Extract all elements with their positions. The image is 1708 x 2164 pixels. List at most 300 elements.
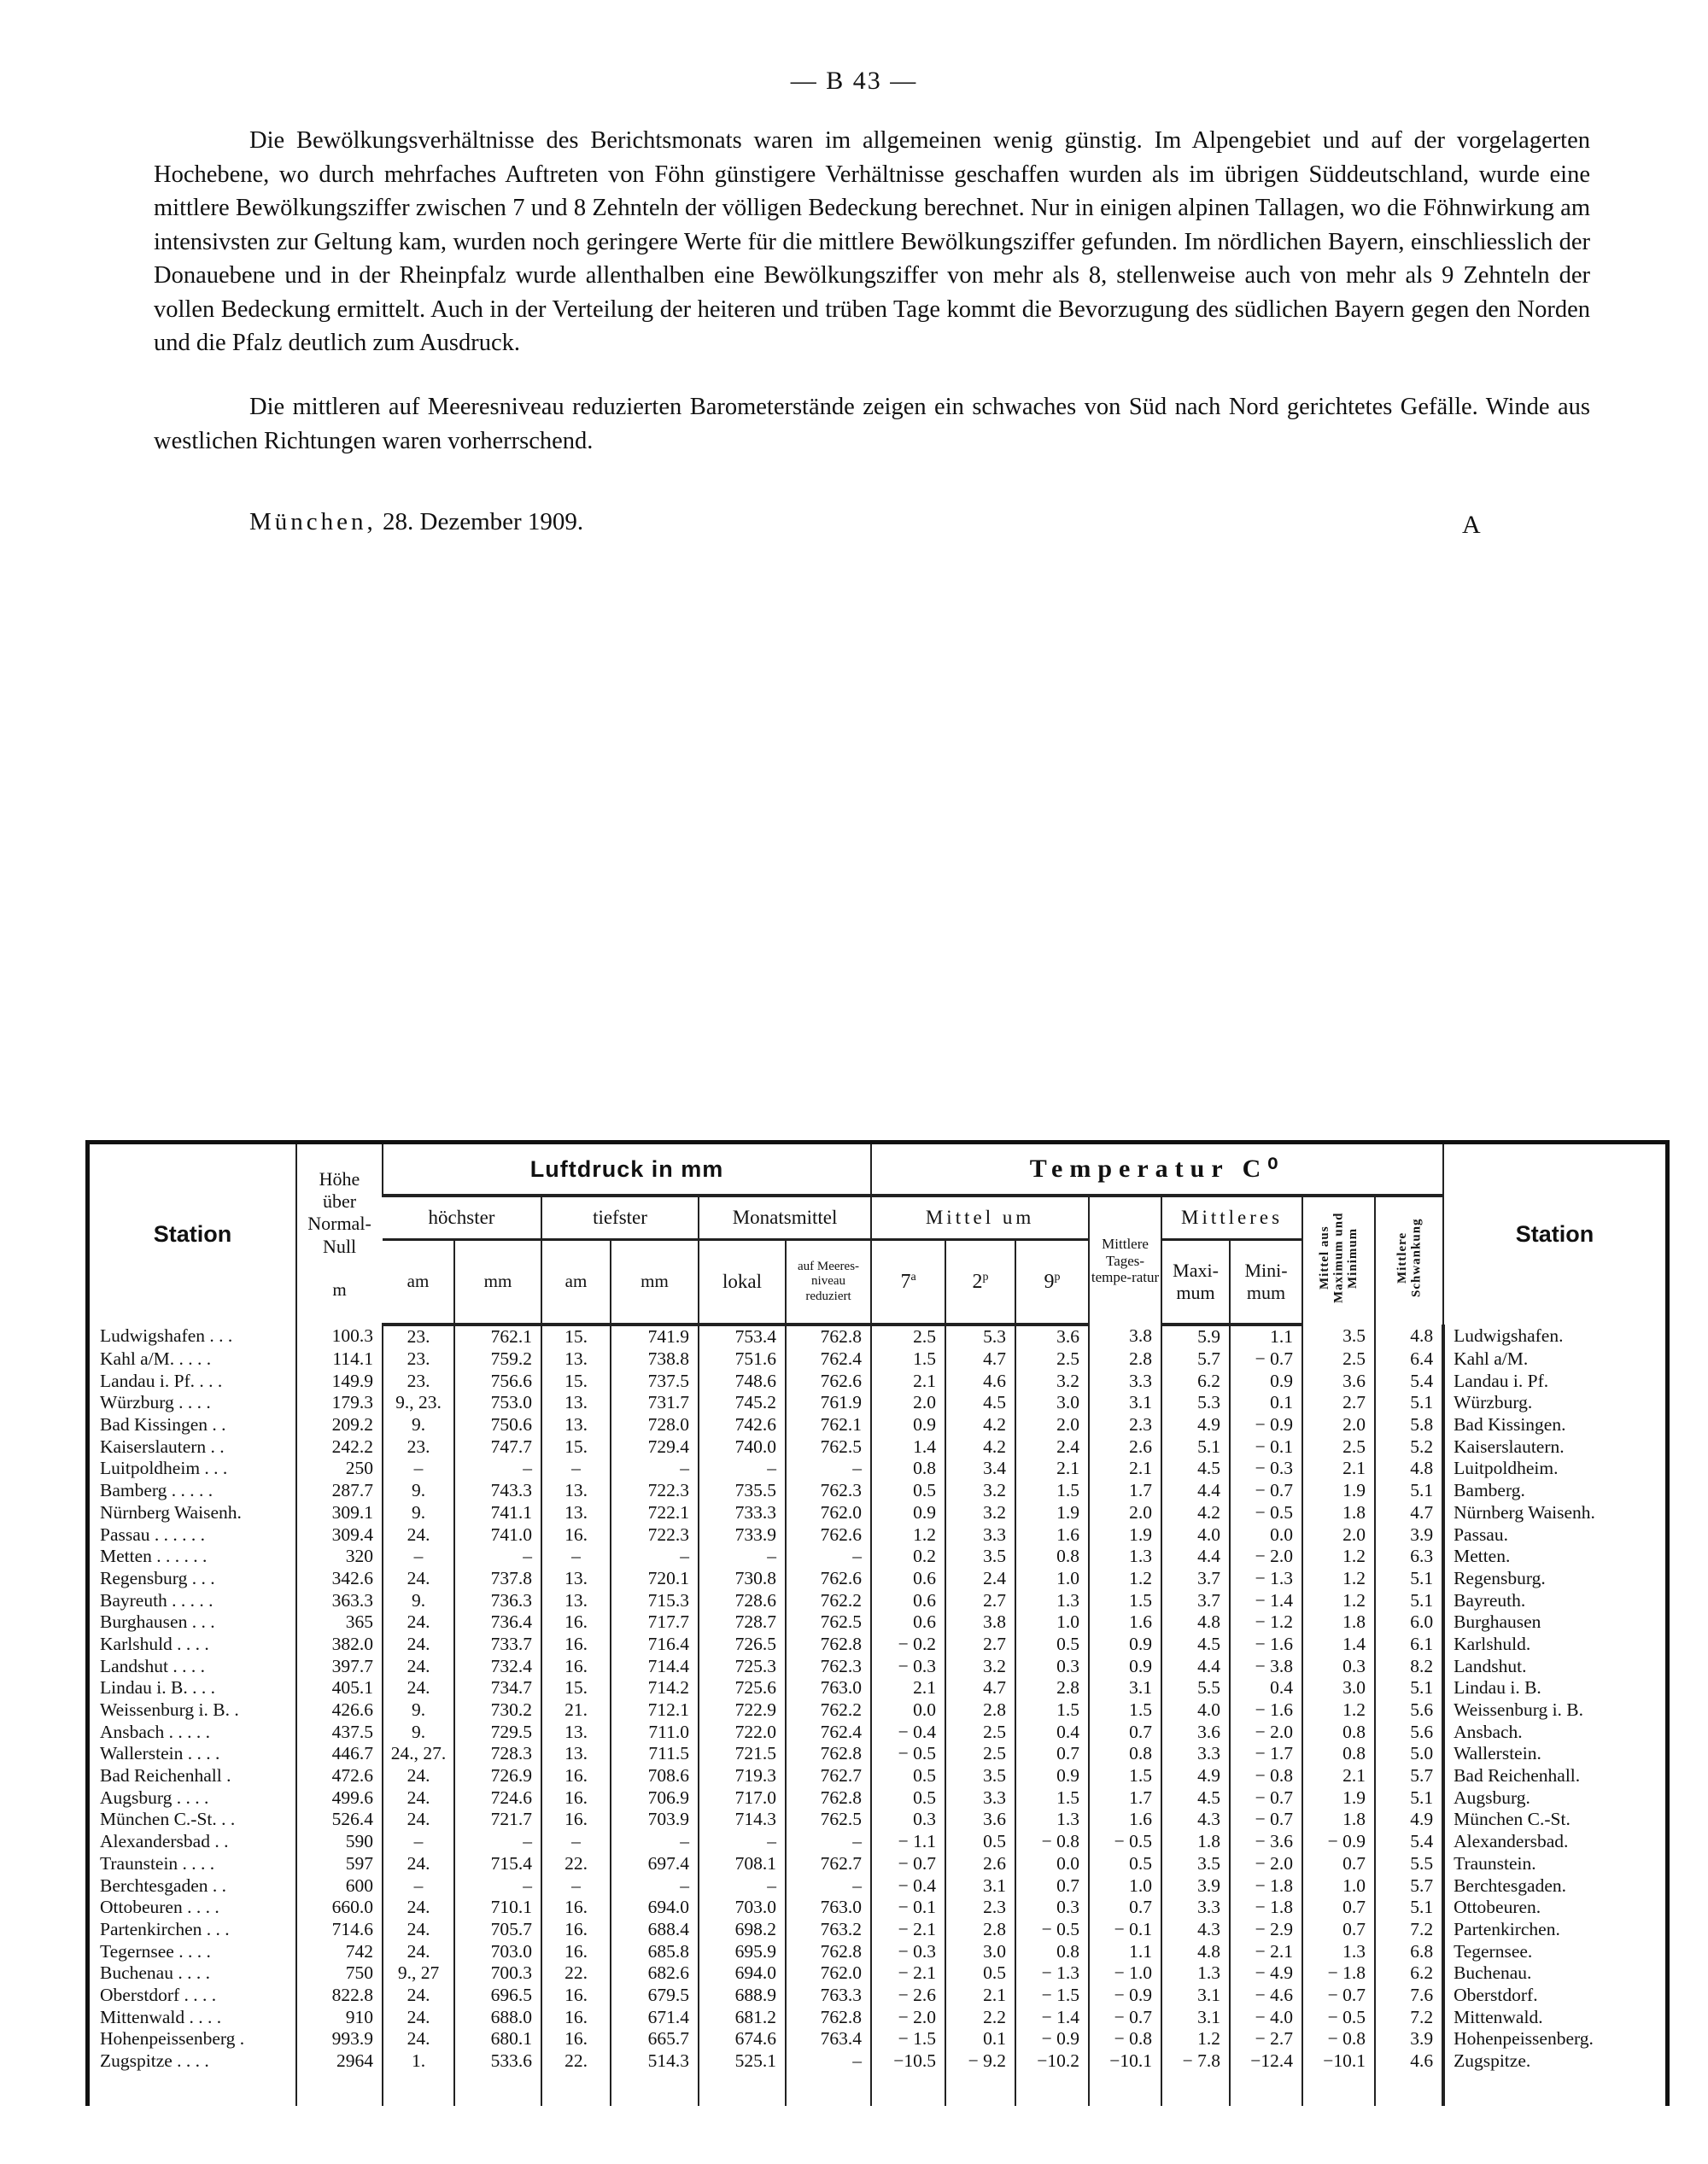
hoehe-cell: 149.9 — [296, 1370, 383, 1392]
station-name-cell: Mittenwald . . . . — [100, 2006, 222, 2027]
tiefster-mm-cell: 514.3 — [611, 2050, 699, 2073]
maximum-cell: 5.5 — [1161, 1677, 1230, 1699]
station-name-right-cell: Mittenwald. — [1443, 2006, 1665, 2028]
hoechster-mm-cell: 533.6 — [454, 2050, 541, 2073]
schwankung-cell: 4.9 — [1375, 1809, 1443, 1831]
mittel-lokal-cell: 728.7 — [699, 1611, 786, 1634]
header-station: Station — [153, 1221, 232, 1248]
minimum-cell: − 0.7 — [1230, 1809, 1302, 1831]
minimum-cell: 0.4 — [1230, 1677, 1302, 1699]
temp-9p-cell: 3.0 — [1015, 1392, 1089, 1414]
temp-9p-cell: − 1.5 — [1015, 1985, 1089, 2007]
mittel-max-min-cell: 1.8 — [1302, 1611, 1375, 1634]
tiefster-mm-cell: 722.3 — [611, 1480, 699, 1502]
maximum-cell: 4.4 — [1161, 1480, 1230, 1502]
hoehe-cell: 242.2 — [296, 1436, 383, 1458]
station-name-cell: Tegernsee . . . . — [100, 1940, 211, 1962]
mittel-lokal-cell: 740.0 — [699, 1436, 786, 1458]
mittel-max-min-cell: 3.6 — [1302, 1370, 1375, 1392]
hoechster-mm-cell: 680.1 — [454, 2028, 541, 2050]
hoehe-cell: 714.6 — [296, 1919, 383, 1941]
tiefster-mm-cell: 720.1 — [611, 1568, 699, 1590]
header-2p — [945, 1240, 1015, 1325]
table-row — [90, 1436, 1665, 1458]
hoehe-cell: 363.3 — [296, 1589, 383, 1611]
mittel-max-min-cell: 0.8 — [1302, 1743, 1375, 1765]
hoechster-mm-cell: 729.5 — [454, 1721, 541, 1743]
table-row — [90, 1721, 1665, 1743]
minimum-cell: 0.1 — [1230, 1392, 1302, 1414]
tiefster-mm-cell: 737.5 — [611, 1370, 699, 1392]
tiefster-am-cell: 13. — [541, 1589, 611, 1611]
hoehe-cell: 910 — [296, 2006, 383, 2028]
mittel-max-min-cell: 1.9 — [1302, 1787, 1375, 1809]
tagestemperatur-cell: −10.1 — [1089, 2050, 1161, 2073]
hoechster-mm-cell: 737.8 — [454, 1568, 541, 1590]
station-name-right-cell: Kaiserslautern. — [1443, 1436, 1665, 1458]
header-tiefster: tiefster — [541, 1196, 699, 1240]
schwankung-cell: 5.0 — [1375, 1743, 1443, 1765]
temp-9p-cell: 3.6 — [1015, 1325, 1089, 1348]
tiefster-mm-cell: – — [611, 1874, 699, 1897]
maximum-cell: 3.6 — [1161, 1721, 1230, 1743]
mittel-max-min-cell: 3.0 — [1302, 1677, 1375, 1699]
header-hoechster: höchster — [383, 1196, 541, 1240]
station-name-cell: Ludwigshafen . . . — [100, 1325, 233, 1347]
table-row — [90, 1502, 1665, 1524]
hoehe-cell: 287.7 — [296, 1480, 383, 1502]
hoechster-am-cell: 9., 27 — [383, 1962, 454, 1985]
temp-2p-cell: 2.7 — [945, 1634, 1015, 1656]
station-name-cell: Bad Kissingen . . — [100, 1414, 226, 1436]
mittel-lokal-cell: 674.6 — [699, 2028, 786, 2050]
maximum-cell: 4.4 — [1161, 1546, 1230, 1568]
temp-7a-cell: 0.5 — [871, 1765, 945, 1787]
station-name-right-cell: Nürnberg Waisenh. — [1443, 1502, 1665, 1524]
schwankung-cell: 4.6 — [1375, 2050, 1443, 2073]
station-name-cell: München C.-St. . . — [100, 1809, 236, 1830]
minimum-cell: − 1.7 — [1230, 1743, 1302, 1765]
table-row — [90, 1874, 1665, 1897]
table-row — [90, 1546, 1665, 1568]
mittel-max-min-cell: − 0.8 — [1302, 2028, 1375, 2050]
mittel-lokal-cell: 730.8 — [699, 1568, 786, 1590]
hoechster-am-cell: 23. — [383, 1325, 454, 1348]
minimum-cell: − 0.7 — [1230, 1348, 1302, 1371]
tiefster-mm-cell: 722.3 — [611, 1524, 699, 1546]
mittel-lokal-cell: 694.0 — [699, 1962, 786, 1985]
maximum-cell: 4.0 — [1161, 1524, 1230, 1546]
station-name-right-cell: Würzburg. — [1443, 1392, 1665, 1414]
tagestemperatur-cell: 2.0 — [1089, 1502, 1161, 1524]
header-meeresniveau: auf Meeres-niveau reduziert — [786, 1240, 871, 1325]
hoechster-mm-cell: 734.7 — [454, 1677, 541, 1699]
tiefster-am-cell: 13. — [541, 1568, 611, 1590]
temp-7a-cell: − 0.7 — [871, 1853, 945, 1875]
minimum-cell: − 2.0 — [1230, 1721, 1302, 1743]
hoehe-cell: 2964 — [296, 2050, 383, 2073]
tiefster-mm-cell: 679.5 — [611, 1985, 699, 2007]
temp-7a-cell: − 2.1 — [871, 1962, 945, 1985]
hoechster-mm-cell: 728.3 — [454, 1743, 541, 1765]
tiefster-mm-cell: – — [611, 1831, 699, 1853]
hoehe-cell: 742 — [296, 1940, 383, 1962]
table-row — [90, 1897, 1665, 1919]
mittel-lokal-cell: 681.2 — [699, 2006, 786, 2028]
hoechster-mm-cell: 753.0 — [454, 1392, 541, 1414]
header-7a-hour: 7 — [900, 1270, 911, 1293]
mittel-meeresniveau-cell: 762.4 — [786, 1721, 871, 1743]
header-mittleres: Mittleres — [1161, 1196, 1302, 1240]
temp-2p-cell: 3.6 — [945, 1809, 1015, 1831]
station-name-right-cell: Ottobeuren. — [1443, 1897, 1665, 1919]
empty-cell — [611, 2072, 699, 2106]
temp-7a-cell: − 0.4 — [871, 1721, 945, 1743]
table-row — [90, 1589, 1665, 1611]
hoechster-mm-cell: – — [454, 1831, 541, 1853]
temp-9p-cell: − 0.9 — [1015, 2028, 1089, 2050]
table-row — [90, 2006, 1665, 2028]
minimum-cell: − 0.1 — [1230, 1436, 1302, 1458]
station-name-right-cell: Oberstdorf. — [1443, 1985, 1665, 2007]
mittel-meeresniveau-cell: 762.8 — [786, 1325, 871, 1348]
maximum-cell: − 7.8 — [1161, 2050, 1230, 2073]
mittel-lokal-cell: – — [699, 1458, 786, 1480]
mittel-meeresniveau-cell: 762.8 — [786, 2006, 871, 2028]
tiefster-mm-cell: 682.6 — [611, 1962, 699, 1985]
tagestemperatur-cell: 0.9 — [1089, 1634, 1161, 1656]
schwankung-cell: 4.8 — [1375, 1325, 1443, 1348]
mittel-meeresniveau-cell: 762.4 — [786, 1348, 871, 1371]
hoehe-cell: 209.2 — [296, 1414, 383, 1436]
temp-2p-cell: 2.2 — [945, 2006, 1015, 2028]
maximum-cell: 1.3 — [1161, 1962, 1230, 1985]
hoechster-mm-cell: 700.3 — [454, 1962, 541, 1985]
header-tagestemperatur: Mittlere Tages-tempe-ratur — [1089, 1196, 1161, 1325]
temp-2p-cell: 4.2 — [945, 1414, 1015, 1436]
temp-7a-cell: 0.6 — [871, 1611, 945, 1634]
tagestemperatur-cell: − 1.0 — [1089, 1962, 1161, 1985]
empty-cell — [871, 2072, 945, 2106]
temp-2p-cell: 3.3 — [945, 1524, 1015, 1546]
mittel-max-min-cell: 0.7 — [1302, 1919, 1375, 1941]
temp-7a-cell: 0.9 — [871, 1502, 945, 1524]
station-name-right-cell: Burghausen — [1443, 1611, 1665, 1634]
tagestemperatur-cell: 2.6 — [1089, 1436, 1161, 1458]
hoehe-cell: 446.7 — [296, 1743, 383, 1765]
tiefster-mm-cell: 685.8 — [611, 1940, 699, 1962]
temp-2p-cell: 3.2 — [945, 1480, 1015, 1502]
hoehe-cell: 660.0 — [296, 1897, 383, 1919]
temp-7a-cell: − 1.1 — [871, 1831, 945, 1853]
mittel-max-min-cell: 1.2 — [1302, 1589, 1375, 1611]
hoechster-mm-cell: 696.5 — [454, 1985, 541, 2007]
station-name-right-cell: Kahl a/M. — [1443, 1348, 1665, 1371]
mittel-max-min-cell: − 1.8 — [1302, 1962, 1375, 1985]
header-9p-hour: 9 — [1044, 1270, 1055, 1293]
empty-cell — [1230, 2072, 1302, 2106]
mittel-meeresniveau-cell: 763.4 — [786, 2028, 871, 2050]
schwankung-cell: 5.4 — [1375, 1831, 1443, 1853]
hoehe-cell: 250 — [296, 1458, 383, 1480]
station-name-right-cell: Weissenburg i. B. — [1443, 1699, 1665, 1722]
station-name-right-cell: Luitpoldheim. — [1443, 1458, 1665, 1480]
hoehe-cell: 309.1 — [296, 1502, 383, 1524]
hoechster-mm-cell: 710.1 — [454, 1897, 541, 1919]
mittel-max-min-cell: 2.1 — [1302, 1458, 1375, 1480]
temp-7a-cell: 2.1 — [871, 1370, 945, 1392]
tiefster-mm-cell: 665.7 — [611, 2028, 699, 2050]
temp-7a-cell: − 1.5 — [871, 2028, 945, 2050]
station-name-right-cell: Lindau i. B. — [1443, 1677, 1665, 1699]
temp-2p-cell: 2.4 — [945, 1568, 1015, 1590]
tiefster-am-cell: 16. — [541, 1940, 611, 1962]
mittel-lokal-cell: 525.1 — [699, 2050, 786, 2073]
mittel-meeresniveau-cell: – — [786, 1546, 871, 1568]
hoehe-cell: 426.6 — [296, 1699, 383, 1722]
tagestemperatur-cell: 1.7 — [1089, 1787, 1161, 1809]
tagestemperatur-cell: 1.0 — [1089, 1874, 1161, 1897]
tiefster-am-cell: 15. — [541, 1370, 611, 1392]
station-name-right-cell: München C.-St. — [1443, 1809, 1665, 1831]
mittel-lokal-cell: 753.4 — [699, 1325, 786, 1348]
mittel-meeresniveau-cell: 762.6 — [786, 1370, 871, 1392]
page-number: — B 43 — — [790, 67, 918, 95]
temp-7a-cell: − 0.1 — [871, 1897, 945, 1919]
tiefster-mm-cell: 714.2 — [611, 1677, 699, 1699]
hoechster-mm-cell: 741.1 — [454, 1502, 541, 1524]
tiefster-am-cell: 16. — [541, 1809, 611, 1831]
station-name-cell: Metten . . . . . . — [100, 1546, 208, 1567]
mittel-lokal-cell: – — [699, 1874, 786, 1897]
station-name-right-cell: Landshut. — [1443, 1655, 1665, 1677]
minimum-cell: − 1.3 — [1230, 1568, 1302, 1590]
maximum-cell: 3.1 — [1161, 1985, 1230, 2007]
minimum-cell: − 1.2 — [1230, 1611, 1302, 1634]
station-name-cell: Luitpoldheim . . . — [100, 1458, 228, 1479]
minimum-cell: − 0.5 — [1230, 1502, 1302, 1524]
station-name-right-cell: Partenkirchen. — [1443, 1919, 1665, 1941]
mittel-max-min-cell: 1.8 — [1302, 1502, 1375, 1524]
temp-9p-cell: 1.5 — [1015, 1480, 1089, 1502]
tiefster-am-cell: 13. — [541, 1721, 611, 1743]
hoechster-am-cell: 24. — [383, 2028, 454, 2050]
minimum-cell: − 3.6 — [1230, 1831, 1302, 1853]
hoehe-cell: 993.9 — [296, 2028, 383, 2050]
station-name-cell: Burghausen . . . — [100, 1611, 215, 1633]
mittel-max-min-cell: 2.0 — [1302, 1524, 1375, 1546]
mittel-meeresniveau-cell: 762.8 — [786, 1743, 871, 1765]
station-name-right-cell: Ludwigshafen. — [1443, 1325, 1665, 1348]
temp-7a-cell: 2.1 — [871, 1677, 945, 1699]
maximum-cell: 4.2 — [1161, 1502, 1230, 1524]
maximum-cell: 3.7 — [1161, 1568, 1230, 1590]
table-row — [90, 1962, 1665, 1985]
schwankung-cell: 5.5 — [1375, 1853, 1443, 1875]
mittel-lokal-cell: 733.3 — [699, 1502, 786, 1524]
schwankung-cell: 8.2 — [1375, 1655, 1443, 1677]
tiefster-mm-cell: – — [611, 1458, 699, 1480]
hoechster-am-cell: 24. — [383, 1985, 454, 2007]
tiefster-mm-cell: 722.1 — [611, 1502, 699, 1524]
tiefster-mm-cell: 708.6 — [611, 1765, 699, 1787]
mittel-meeresniveau-cell: 762.7 — [786, 1765, 871, 1787]
hoechster-mm-cell: 756.6 — [454, 1370, 541, 1392]
temp-9p-cell: 0.8 — [1015, 1546, 1089, 1568]
station-name-right-cell: Bamberg. — [1443, 1480, 1665, 1502]
tiefster-mm-cell: 711.5 — [611, 1743, 699, 1765]
table-row — [90, 1985, 1665, 2007]
hoechster-am-cell: 24. — [383, 1655, 454, 1677]
station-name-cell: Oberstdorf . . . . — [100, 1984, 217, 2005]
table-body — [90, 1325, 1665, 2106]
schwankung-cell: 6.8 — [1375, 1940, 1443, 1962]
station-name-cell: Landshut . . . . — [100, 1655, 206, 1676]
station-name-cell: Lindau i. B. . . . — [100, 1677, 215, 1699]
tiefster-mm-cell: – — [611, 1546, 699, 1568]
station-name-cell: Bayreuth . . . . . — [100, 1589, 214, 1611]
mittel-max-min-cell: 2.5 — [1302, 1436, 1375, 1458]
minimum-cell: 1.1 — [1230, 1325, 1302, 1348]
mittel-meeresniveau-cell: – — [786, 1874, 871, 1897]
empty-cell — [90, 2072, 296, 2106]
tagestemperatur-cell: 1.2 — [1089, 1568, 1161, 1590]
temp-7a-cell: −10.5 — [871, 2050, 945, 2073]
minimum-cell: − 2.0 — [1230, 1546, 1302, 1568]
minimum-cell: − 2.1 — [1230, 1940, 1302, 1962]
station-name-right-cell: Landau i. Pf. — [1443, 1370, 1665, 1392]
temp-2p-cell: 4.5 — [945, 1392, 1015, 1414]
temp-9p-cell: 1.3 — [1015, 1809, 1089, 1831]
tiefster-am-cell: 15. — [541, 1677, 611, 1699]
station-name-right-cell: Tegernsee. — [1443, 1940, 1665, 1962]
tiefster-am-cell: 13. — [541, 1348, 611, 1371]
tiefster-am-cell: 16. — [541, 2028, 611, 2050]
temp-2p-cell: 3.4 — [945, 1458, 1015, 1480]
header-2p-sup: p — [982, 1270, 989, 1284]
maximum-cell: 5.9 — [1161, 1325, 1230, 1348]
tiefster-mm-cell: 731.7 — [611, 1392, 699, 1414]
table-row — [90, 1809, 1665, 1831]
mittel-max-min-cell: 3.5 — [1302, 1325, 1375, 1348]
mittel-meeresniveau-cell: 763.0 — [786, 1897, 871, 1919]
table-row — [90, 1853, 1665, 1875]
tagestemperatur-cell: 1.7 — [1089, 1480, 1161, 1502]
hoechster-am-cell: 24. — [383, 1634, 454, 1656]
table-row — [90, 2028, 1665, 2050]
hoehe-cell: 437.5 — [296, 1721, 383, 1743]
maximum-cell: 5.3 — [1161, 1392, 1230, 1414]
hoechster-am-cell: 24. — [383, 1809, 454, 1831]
mittel-lokal-cell: 742.6 — [699, 1414, 786, 1436]
mittel-lokal-cell: 725.3 — [699, 1655, 786, 1677]
station-name-cell: Würzburg . . . . — [100, 1392, 211, 1413]
mittel-meeresniveau-cell: 762.0 — [786, 1962, 871, 1985]
table-row — [90, 1699, 1665, 1722]
table-row — [90, 1655, 1665, 1677]
temp-7a-cell: 0.2 — [871, 1546, 945, 1568]
hoechster-am-cell: 9. — [383, 1480, 454, 1502]
maximum-cell: 3.9 — [1161, 1874, 1230, 1897]
empty-cell — [1375, 2072, 1443, 2106]
maximum-cell: 1.2 — [1161, 2028, 1230, 2050]
maximum-cell: 4.8 — [1161, 1611, 1230, 1634]
schwankung-cell: 5.7 — [1375, 1765, 1443, 1787]
hoehe-cell: 590 — [296, 1831, 383, 1853]
temp-2p-cell: 5.3 — [945, 1325, 1015, 1348]
maximum-cell: 4.5 — [1161, 1458, 1230, 1480]
hoehe-cell: 472.6 — [296, 1765, 383, 1787]
station-name-cell: Partenkirchen . . . — [100, 1918, 230, 1939]
empty-cell — [541, 2072, 611, 2106]
temp-9p-cell: 1.0 — [1015, 1611, 1089, 1634]
schwankung-cell: 3.9 — [1375, 1524, 1443, 1546]
tiefster-mm-cell: 715.3 — [611, 1589, 699, 1611]
hoechster-am-cell: 24. — [383, 2006, 454, 2028]
temp-7a-cell: 2.0 — [871, 1392, 945, 1414]
schwankung-cell: 5.1 — [1375, 1897, 1443, 1919]
schwankung-cell: 6.4 — [1375, 1348, 1443, 1371]
tagestemperatur-cell: 1.5 — [1089, 1589, 1161, 1611]
mittel-lokal-cell: 719.3 — [699, 1765, 786, 1787]
hoechster-mm-cell: 733.7 — [454, 1634, 541, 1656]
table-row — [90, 1634, 1665, 1656]
mittel-meeresniveau-cell: 762.8 — [786, 1787, 871, 1809]
hoehe-cell: 342.6 — [296, 1568, 383, 1590]
tiefster-mm-cell: 694.0 — [611, 1897, 699, 1919]
table-row — [90, 1940, 1665, 1962]
temp-7a-cell: 0.3 — [871, 1809, 945, 1831]
hoechster-am-cell: 9. — [383, 1589, 454, 1611]
empty-cell — [945, 2072, 1015, 2106]
temp-9p-cell: 1.3 — [1015, 1589, 1089, 1611]
temp-7a-cell: − 2.1 — [871, 1919, 945, 1941]
hoechster-mm-cell: 747.7 — [454, 1436, 541, 1458]
schwankung-cell: 7.2 — [1375, 2006, 1443, 2028]
hoechster-am-cell: – — [383, 1546, 454, 1568]
temp-2p-cell: 3.5 — [945, 1546, 1015, 1568]
station-name-right-cell: Hohenpeissenberg. — [1443, 2028, 1665, 2050]
hoechster-am-cell: 9., 23. — [383, 1392, 454, 1414]
mittel-lokal-cell: 698.2 — [699, 1919, 786, 1941]
temp-7a-cell: 0.6 — [871, 1589, 945, 1611]
mittel-max-min-cell: 1.2 — [1302, 1568, 1375, 1590]
mittel-meeresniveau-cell: 762.6 — [786, 1524, 871, 1546]
tiefster-am-cell: 22. — [541, 1853, 611, 1875]
temp-2p-cell: 3.0 — [945, 1940, 1015, 1962]
hoechster-am-cell: 9. — [383, 1414, 454, 1436]
header-hoehe — [296, 1144, 383, 1325]
header-hoehe-label: Höhe über Normal-Null — [307, 1167, 371, 1257]
tiefster-am-cell: 16. — [541, 1655, 611, 1677]
tiefster-am-cell: 13. — [541, 1480, 611, 1502]
temp-2p-cell: 3.8 — [945, 1611, 1015, 1634]
header-schwankung-label: Mittlere Schwankung — [1395, 1219, 1424, 1298]
tiefster-am-cell: 13. — [541, 1414, 611, 1436]
mittel-lokal-cell: 735.5 — [699, 1480, 786, 1502]
temp-9p-cell: 0.8 — [1015, 1940, 1089, 1962]
mittel-lokal-cell: 703.0 — [699, 1897, 786, 1919]
mittel-lokal-cell: 748.6 — [699, 1370, 786, 1392]
tiefster-am-cell: – — [541, 1546, 611, 1568]
header-mittel-um: Mittel um — [871, 1196, 1089, 1240]
station-name-right-cell: Zugspitze. — [1443, 2050, 1665, 2073]
temp-9p-cell: 1.0 — [1015, 1568, 1089, 1590]
table-row — [90, 1787, 1665, 1809]
mittel-meeresniveau-cell: 762.8 — [786, 1940, 871, 1962]
temp-7a-cell: − 0.3 — [871, 1940, 945, 1962]
maximum-cell: 3.3 — [1161, 1897, 1230, 1919]
